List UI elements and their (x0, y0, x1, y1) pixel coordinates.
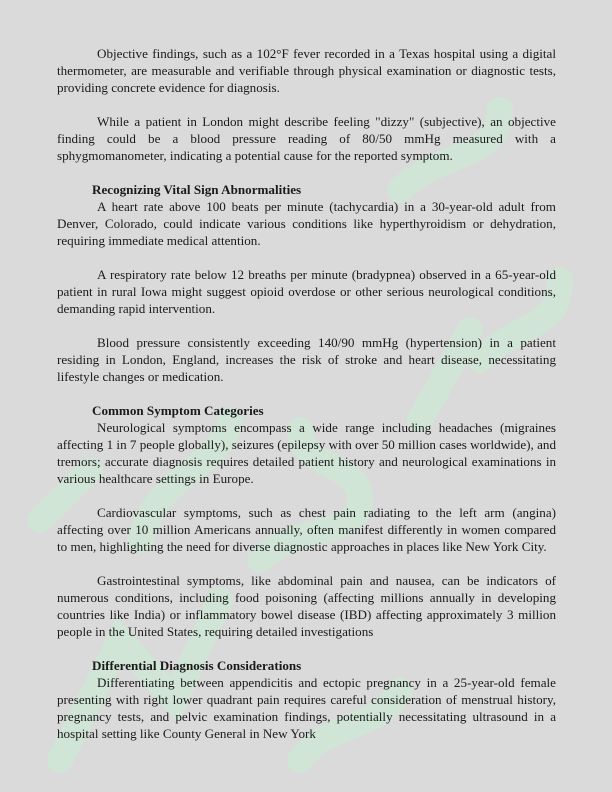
heading-vital-signs: Recognizing Vital Sign Abnormalities (92, 182, 302, 197)
paragraph-gastrointestinal: Gastrointestinal symptoms, like abdominal pain and nausea, can be indicators of numerous conditions, including food poisoning (affecting millions annually in developing countries like India) or inflammatory bowel disease (IBD) affecting approximately 3 million people in the United States, requiring detailed investigations (57, 573, 556, 639)
heading-differential-diagnosis: Differential Diagnosis Considerations (92, 658, 302, 673)
paragraph-heart-rate: A heart rate above 100 beats per minute (tachycardia) in a 30-year-old adult from Denver, Colorado, could indicate various conditions like hyperthyroidism or dehydration, requiring immediate medical attention. (57, 199, 556, 248)
paragraph-neurological: Neurological symptoms encompass a wide range including headaches (migraines affecting 1 in 7 people globally), seizures (epilepsy with over 50 million cases worldwide), and tremors; accurate diagnosis requires detailed patient history and neurological examinations in various healthcare settings in Europe. (57, 420, 556, 486)
paragraph-subjective-example: While a patient in London might describe feeling "dizzy" (subjective), an objective finding could be a blood pressure reading of 80/50 mmHg measured with a sphygmomanometer, indicating a potential cause for the reported symptom. (57, 114, 556, 163)
paragraph-respiratory-rate: A respiratory rate below 12 breaths per minute (bradypnea) observed in a 65-year-old patient in rural Iowa might suggest opioid overdose or other serious neurological conditions, demanding rapid intervention. (57, 267, 556, 316)
paragraph-appendicitis: Differentiating between appendicitis and ectopic pregnancy in a 25-year-old female presenting with right lower quadrant pain requires careful consideration of menstrual history, pregnancy tests, and pelvic examination findings, potentially necessitating ultrasound in a hospital setting like County General in New York (57, 675, 556, 741)
paragraph-blood-pressure: Blood pressure consistently exceeding 140/90 mmHg (hypertension) in a patient residing in London, England, increases the risk of stroke and heart disease, necessitating lifestyle changes or medication. (57, 335, 556, 384)
heading-symptom-categories: Common Symptom Categories (92, 403, 264, 418)
paragraph-cardiovascular: Cardiovascular symptoms, such as chest pain radiating to the left arm (angina) affecting over 10 million Americans annually, often manifest differently in women compared to men, highlighting the need for diverse diagnostic approaches in places like New York City. (57, 505, 556, 554)
paragraph-objective-findings: Objective findings, such as a 102°F fever recorded in a Texas hospital using a digital thermometer, are measurable and verifiable through physical examination or diagnostic tests, providing concrete evidence for diagnosis. (57, 46, 556, 95)
